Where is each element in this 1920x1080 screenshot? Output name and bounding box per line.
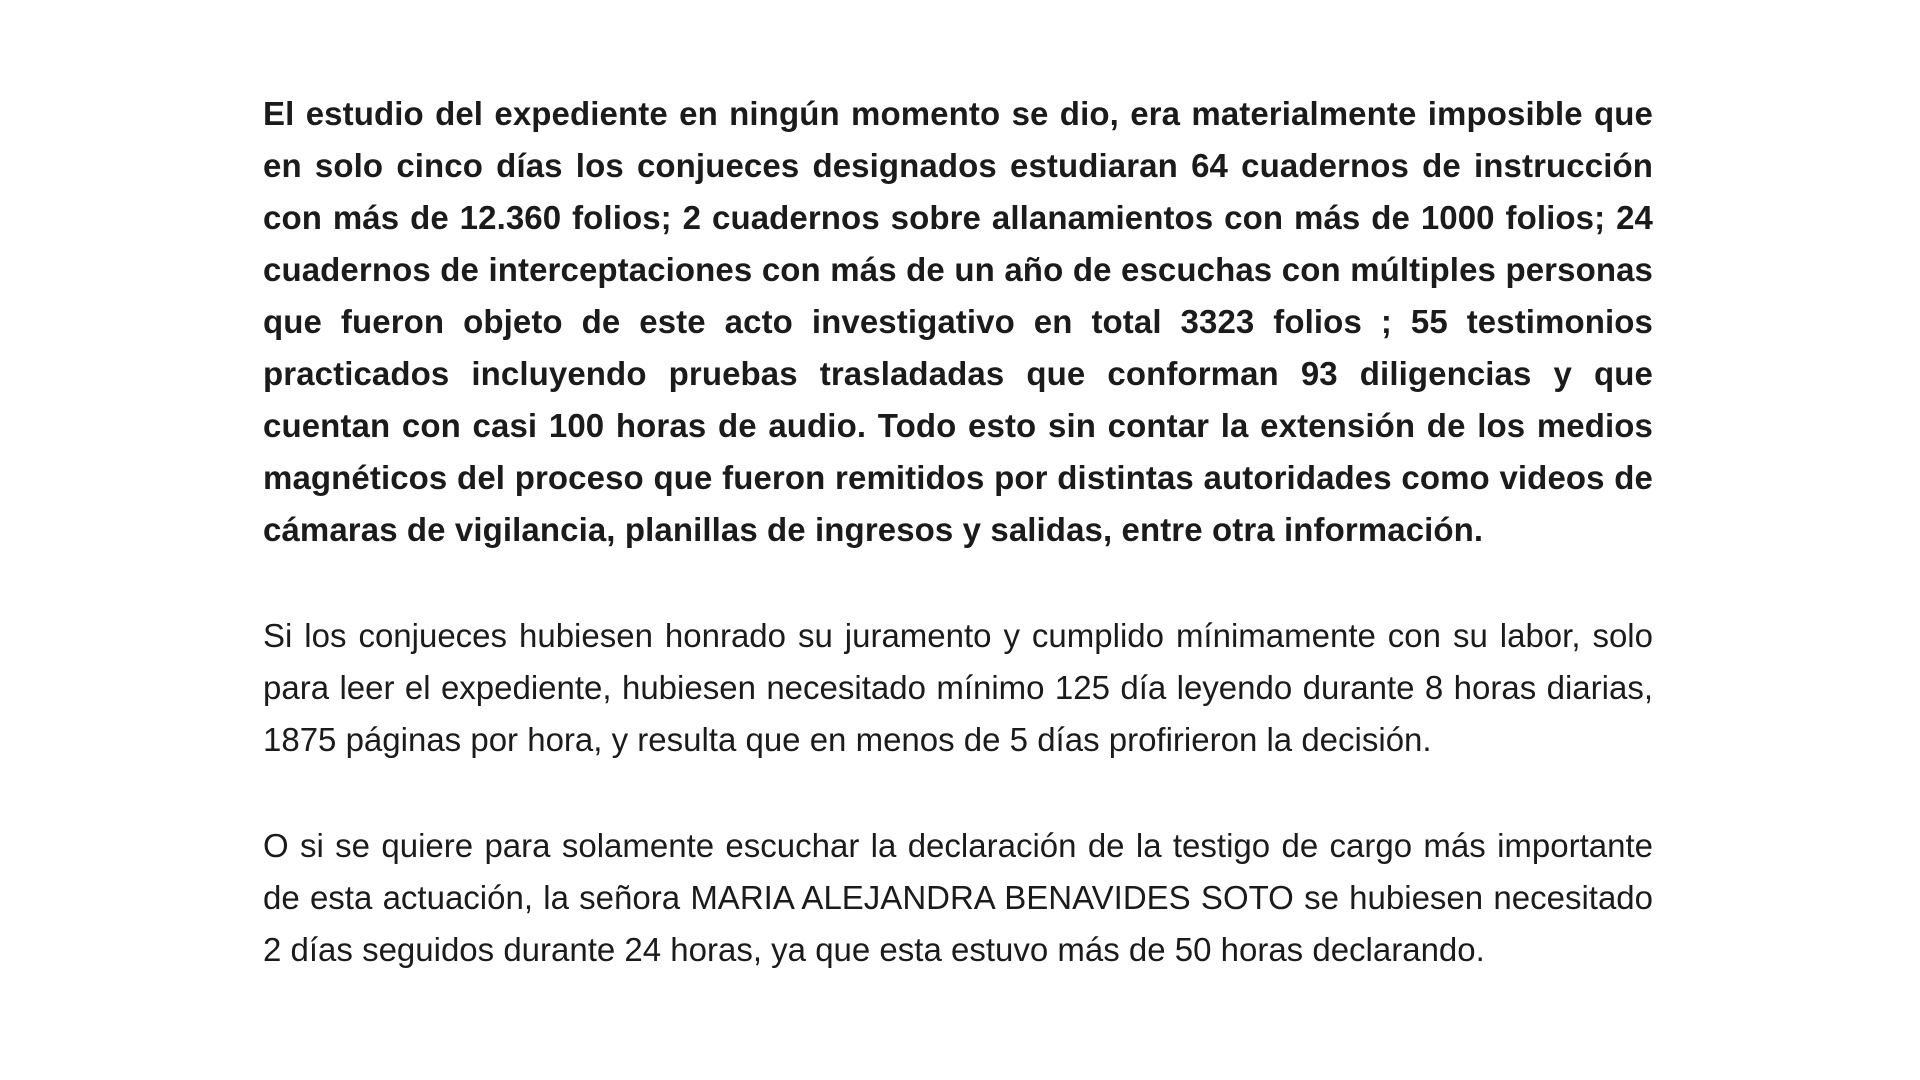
document-text-block — [263, 88, 1653, 976]
paragraph-conjueces-reading-time: Si los conjueces hubiesen honrado su juramento y cumplido mínimamente con su labor, solo para leer el expediente, hubiesen necesitado mínimo 125 día leyendo durante 8 horas diarias, 1875 páginas por hora, y resulta que en menos de 5 días profirieron la decisión. — [263, 617, 1653, 758]
paragraph-expediente-summary: El estudio del expediente en ningún momento se dio, era materialmente imposible que en solo cinco días los conjueces designados estudiaran 64 cuadernos de instrucción con más de 12.360 folios; 2 cuadernos sobre allanamientos con más de 1000 folios; 24 cuadernos de interceptaciones con más de un año de escuchas con múltiples personas que fueron objeto de este acto investigativo en total 3323 folios ; 55 testimonios practicados incluyendo pruebas trasladadas que conforman 93 diligencias y que cuentan con casi 100 horas de audio. Todo esto sin contar la extensión de los medios magnéticos del proceso que fueron remitidos por distintas autoridades como videos de cámaras de vigilancia, planillas de ingresos y salidas, entre otra información. — [263, 95, 1653, 548]
paragraph-testigo-declaracion: O si se quiere para solamente escuchar la declaración de la testigo de cargo más importante de esta actuación, la señora MARIA ALEJANDRA BENAVIDES SOTO se hubiesen necesitado 2 días seguidos durante 24 horas, ya que esta estuvo más de 50 horas declarando. — [263, 827, 1653, 968]
